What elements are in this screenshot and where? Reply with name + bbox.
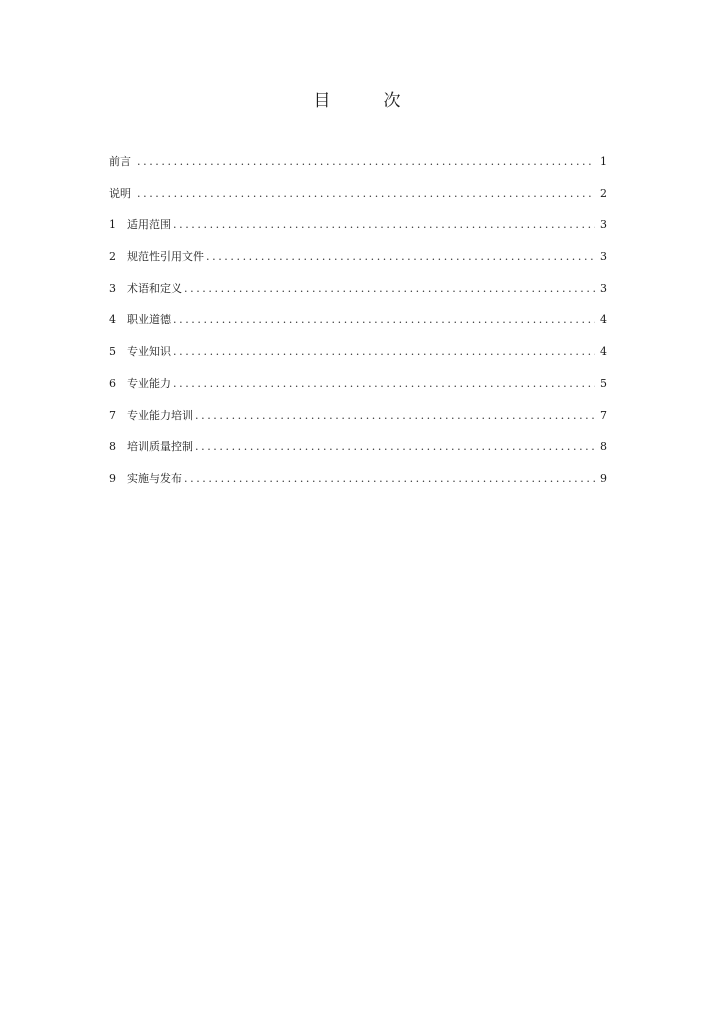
toc-entry-2[interactable]	[109, 247, 607, 279]
toc-leader-dots	[195, 406, 595, 426]
toc-entry-page: 3	[600, 218, 607, 232]
toc-entry-label: 专业能力培训	[127, 408, 193, 422]
toc-entry-9[interactable]	[109, 469, 607, 501]
toc-leader-dots	[206, 247, 595, 267]
toc-entry-number: 1	[109, 218, 116, 232]
toc-entry-label: 专业知识	[127, 345, 171, 359]
toc-entry-number: 8	[109, 440, 116, 454]
toc-entry-number: 6	[109, 376, 116, 390]
toc-entry-preface[interactable]	[109, 152, 607, 184]
toc-leader-dots	[173, 342, 595, 362]
toc-leader-dots	[137, 152, 595, 172]
toc-entry-number: 9	[109, 471, 116, 485]
toc-entry-page: 3	[600, 250, 607, 264]
toc-leader-dots	[173, 310, 595, 330]
toc-entry-7[interactable]	[109, 406, 607, 438]
toc-entry-label: 术语和定义	[127, 281, 182, 295]
toc-entry-number: 3	[109, 281, 116, 295]
toc-entry-page: 7	[600, 408, 607, 422]
toc-entry-label: 规范性引用文件	[127, 250, 204, 264]
toc-entry-5[interactable]	[109, 342, 607, 374]
toc-entry-page: 1	[600, 155, 607, 168]
toc-entry-label: 适用范围	[127, 218, 171, 232]
toc-entry-notes[interactable]	[109, 184, 607, 216]
toc-entry-6[interactable]	[109, 374, 607, 406]
toc-entry-number: 2	[109, 250, 116, 264]
toc-entry-label: 专业能力	[127, 376, 171, 390]
toc-entry-page: 2	[600, 186, 607, 200]
toc-entry-number: 5	[109, 345, 116, 359]
toc-leader-dots	[137, 184, 595, 204]
toc-entry-number: 7	[109, 408, 116, 422]
toc-entry-page: 4	[600, 313, 607, 327]
toc-entry-label: 说明	[109, 186, 131, 200]
toc-leader-dots	[173, 215, 595, 235]
toc-entry-label: 前言	[109, 155, 131, 168]
toc-entry-page: 4	[600, 345, 607, 359]
toc-entry-label: 培训质量控制	[127, 440, 193, 454]
toc-entry-page: 8	[600, 440, 607, 454]
toc-entry-page: 3	[600, 281, 607, 295]
page-title: 目 次	[313, 91, 419, 111]
table-of-contents	[109, 152, 607, 501]
toc-entry-page: 5	[600, 376, 607, 390]
toc-leader-dots	[184, 279, 595, 299]
toc-entry-3[interactable]	[109, 279, 607, 311]
toc-leader-dots	[184, 469, 595, 489]
toc-entry-label: 实施与发布	[127, 471, 182, 485]
toc-leader-dots	[195, 437, 595, 457]
toc-entry-1[interactable]	[109, 215, 607, 247]
toc-entry-8[interactable]	[109, 437, 607, 469]
toc-entry-number: 4	[109, 313, 116, 327]
toc-leader-dots	[173, 374, 595, 394]
toc-entry-4[interactable]	[109, 310, 607, 342]
toc-entry-page: 9	[600, 471, 607, 485]
toc-entry-label: 职业道德	[127, 313, 171, 327]
